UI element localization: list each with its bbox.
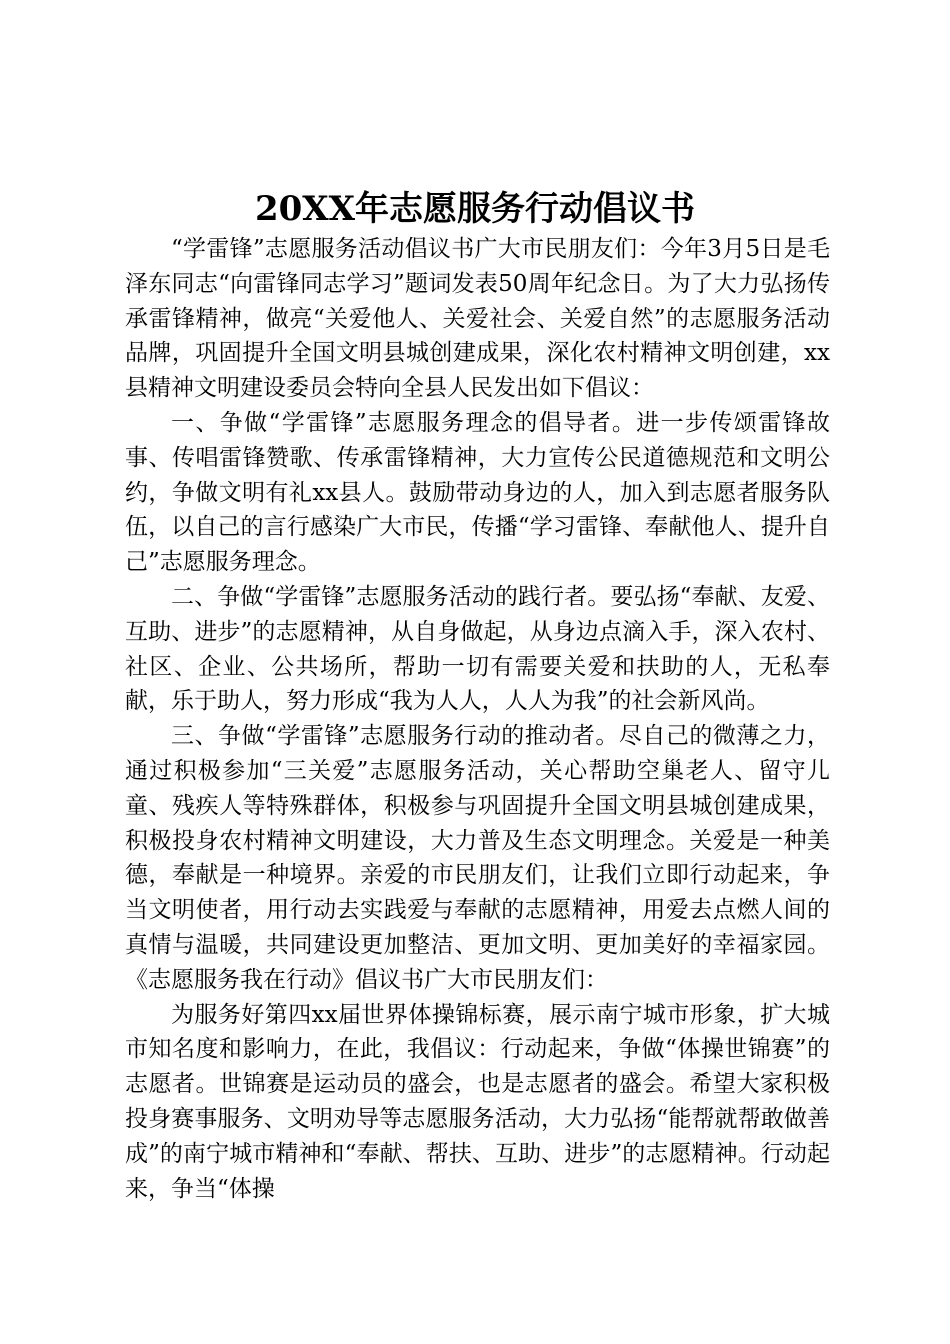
- document-title: 20XX年志愿服务行动倡议书: [254, 189, 696, 229]
- paragraph-intro: “学雷锋”志愿服务活动倡议书广大市民朋友们：今年3月5日是毛泽东同志“向雷锋同志学习”题词发表50周年纪念日。为了大力弘扬传承雷锋精神，做亮“关爱他人、关爱社会、关爱自然”的志愿服务活动品牌，巩固提升全国文明县城创建成果，深化农村精神文明创建，xx县精神文明建设委员会特向全县人民发出如下倡议：: [125, 236, 830, 402]
- document-body: [125, 232, 830, 1206]
- paragraph-1: 一、争做“学雷锋”志愿服务理念的倡导者。进一步传颂雷锋故事、传唱雷锋赞歌、传承雷锋精神，大力宣传公民道德规范和文明公约，争做文明有礼xx县人。鼓励带动身边的人，加入到志愿者服务队伍，以自己的言行感染广大市民，传播“学习雷锋、奉献他人、提升自己”志愿服务理念。: [125, 409, 830, 576]
- paragraph-2: 二、争做“学雷锋”志愿服务活动的践行者。要弘扬“奉献、友爱、互助、进步”的志愿精神，从自身做起，从身边点滴入手，深入农村、社区、企业、公共场所，帮助一切有需要关爱和扶助的人，无私奉献，乐于助人，努力形成“我为人人，人人为我”的社会新风尚。: [125, 583, 830, 715]
- paragraph-3: 三、争做“学雷锋”志愿服务行动的推动者。尽自己的微薄之力，通过积极参加“三关爱”志愿服务活动，关心帮助空巢老人、留守儿童、残疾人等特殊群体，积极参与巩固提升全国文明县城创建成果，积极投身农村精神文明建设，大力普及生态文明理念。关爱是一种美德，奉献是一种境界。亲爱的市民朋友们，让我们立即行动起来，争当文明使者，用行动去实践爱与奉献的志愿精神，用爱去点燃人间的真情与温暖，共同建设更加整洁、更加文明、更加美好的幸福家园。《志愿服务我在行动》倡议书广大市民朋友们：: [125, 723, 830, 993]
- paragraph-4: 为服务好第四xx届世界体操锦标赛，展示南宁城市形象，扩大城市知名度和影响力，在此，我倡议：行动起来，争做“体操世锦赛”的志愿者。世锦赛是运动员的盛会，也是志愿者的盛会。希望大家积极投身赛事服务、文明劝导等志愿服务活动，大力弘扬“能帮就帮敢做善成”的南宁城市精神和“奉献、帮扶、互助、进步”的志愿精神。行动起来，争当“体操: [125, 1001, 830, 1202]
